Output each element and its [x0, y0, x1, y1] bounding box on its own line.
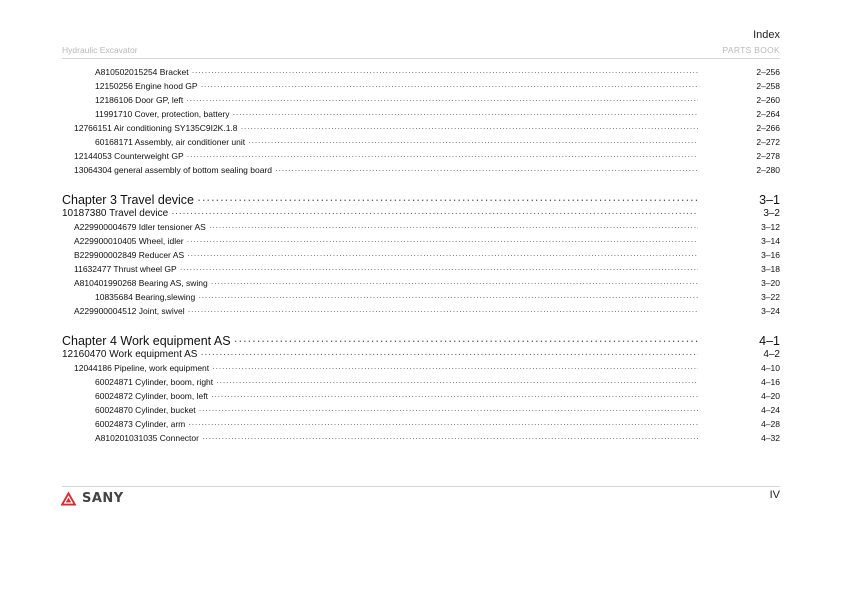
toc-entry-title: Chapter 4 Work equipment AS [62, 334, 231, 348]
toc-item-row[interactable] [95, 432, 780, 445]
toc-leader-dots [192, 66, 698, 79]
toc-entry-title: 12144053 Counterweight GP [74, 151, 184, 161]
toc-entry-page: 2–258 [756, 81, 780, 91]
toc-entry-title: A229900004512 Joint, swivel [74, 306, 185, 316]
toc-entry-page: 3–16 [761, 250, 780, 260]
toc-leader-dots [248, 136, 698, 149]
toc-entry-page: 2–264 [756, 109, 780, 119]
toc-entry-page: 3–22 [761, 292, 780, 302]
toc-entry-title: 60024870 Cylinder, bucket [95, 405, 196, 415]
toc-item-row[interactable] [74, 122, 780, 135]
toc-entry-title: 12044186 Pipeline, work equipment [74, 363, 210, 373]
toc-item-row[interactable] [95, 390, 780, 403]
toc-entry-title: 10835684 Bearing,slewing [95, 292, 196, 302]
toc-entry-page: 4–2 [763, 349, 780, 360]
toc-entry-page: 3–18 [761, 264, 780, 274]
toc-leader-dots [180, 263, 698, 276]
toc-entry-page: 4–32 [761, 433, 780, 443]
page-number: IV [769, 489, 780, 501]
header-divider [62, 58, 780, 59]
toc-item-row[interactable] [74, 249, 780, 262]
toc-item-row[interactable] [74, 362, 780, 375]
toc-item-row[interactable] [95, 376, 780, 389]
toc-item-row[interactable] [74, 150, 780, 163]
toc-entry-title: 13064304 general assembly of bottom sealing board [74, 165, 272, 175]
toc-entry-title: A810502015254 Bracket [95, 67, 189, 77]
toc-entry-page: 4–24 [761, 405, 780, 415]
toc-entry-page: 3–14 [761, 236, 780, 246]
toc-leader-dots [209, 221, 698, 234]
toc-entry-page: 4–1 [759, 334, 780, 348]
toc-leader-dots [199, 404, 698, 417]
toc-entry-page: 2–266 [756, 123, 780, 133]
toc-entry-title: 11991710 Cover, protection, battery [95, 109, 230, 119]
toc-leader-dots [212, 362, 698, 375]
toc-entry-title: A229900004679 Idler tensioner AS [74, 222, 206, 232]
toc-item-row[interactable] [95, 418, 780, 431]
header-index-title: Index [753, 29, 780, 41]
header-product-name: Hydraulic Excavator [62, 45, 138, 55]
toc-leader-dots [241, 122, 698, 135]
toc-entry-page: 4–20 [761, 391, 780, 401]
toc-entry-title: A810401990268 Bearing AS, swing [74, 278, 208, 288]
toc-entry-title: 12150256 Engine hood GP [95, 81, 198, 91]
toc-leader-dots [187, 249, 698, 262]
toc-entry-page: 2–272 [756, 137, 780, 147]
toc-item-row[interactable] [74, 235, 780, 248]
toc-entry-page: 3–20 [761, 278, 780, 288]
toc-section-row[interactable] [62, 207, 780, 220]
toc-entry-title: 60024872 Cylinder, boom, left [95, 391, 208, 401]
toc-item-row[interactable] [95, 291, 780, 304]
toc-entry-page: 3–1 [759, 193, 780, 207]
toc-item-row[interactable] [95, 136, 780, 149]
toc-entry-page: 3–12 [761, 222, 780, 232]
toc-leader-dots [187, 150, 698, 163]
toc-entry-title: A810201031035 Connector [95, 433, 199, 443]
toc-item-row[interactable] [95, 108, 780, 121]
toc-section-row[interactable] [62, 348, 780, 361]
toc-entry-title: 10187380 Travel device [62, 208, 169, 219]
toc-item-row[interactable] [74, 277, 780, 290]
toc-leader-dots [201, 80, 698, 93]
toc-item-row[interactable] [74, 263, 780, 276]
toc-entry-page: 2–260 [756, 95, 780, 105]
toc-leader-dots [187, 235, 698, 248]
toc-leader-dots [211, 390, 698, 403]
sany-logo-icon [60, 491, 77, 506]
toc-entry-page: 4–10 [761, 363, 780, 373]
toc-item-row[interactable] [95, 66, 780, 79]
toc-leader-dots [233, 108, 698, 121]
toc-entry-page: 3–24 [761, 306, 780, 316]
toc-leader-dots [202, 432, 698, 445]
toc-item-row[interactable] [74, 305, 780, 318]
toc-entry-title: 60024873 Cylinder, arm [95, 419, 186, 429]
toc-entry-title: 12186106 Door GP, left [95, 95, 184, 105]
toc-entry-title: 12766151 Air conditioning SY135C9I2K.1.8 [74, 123, 238, 133]
toc-item-row[interactable] [95, 404, 780, 417]
toc-item-row[interactable] [74, 164, 780, 177]
sany-logo [60, 491, 124, 506]
toc-entry-page: 4–28 [761, 419, 780, 429]
toc-entry-title: 60024871 Cylinder, boom, right [95, 377, 214, 387]
toc-leader-dots [188, 305, 698, 318]
toc-item-row[interactable] [95, 94, 780, 107]
toc-leader-dots [171, 207, 698, 220]
toc-entry-title: 11632477 Thrust wheel GP [74, 264, 177, 274]
toc-entry-title: 60168171 Assembly, air conditioner unit [95, 137, 246, 147]
toc-item-row[interactable] [95, 80, 780, 93]
toc-entry-title: A229900010405 Wheel, idler [74, 236, 184, 246]
toc-leader-dots [198, 291, 698, 304]
toc-leader-dots [200, 348, 698, 361]
toc-leader-dots [216, 376, 698, 389]
toc-entry-title: B229900002849 Reducer AS [74, 250, 185, 260]
footer-divider [62, 486, 780, 487]
toc-leader-dots [275, 164, 698, 177]
toc-leader-dots [211, 277, 698, 290]
logo-wordmark: SANY [82, 491, 124, 506]
header-book-name: PARTS BOOK [722, 45, 780, 55]
toc-entry-title: Chapter 3 Travel device [62, 193, 195, 207]
toc-entry-page: 2–280 [756, 165, 780, 175]
toc-entry-page: 2–278 [756, 151, 780, 161]
toc-leader-dots [186, 94, 698, 107]
toc-entry-page: 2–256 [756, 67, 780, 77]
toc-leader-dots [188, 418, 698, 431]
toc-entry-page: 4–16 [761, 377, 780, 387]
toc-entry-title: 12160470 Work equipment AS [62, 349, 198, 360]
toc-item-row[interactable] [74, 221, 780, 234]
toc-entry-page: 3–2 [763, 208, 780, 219]
